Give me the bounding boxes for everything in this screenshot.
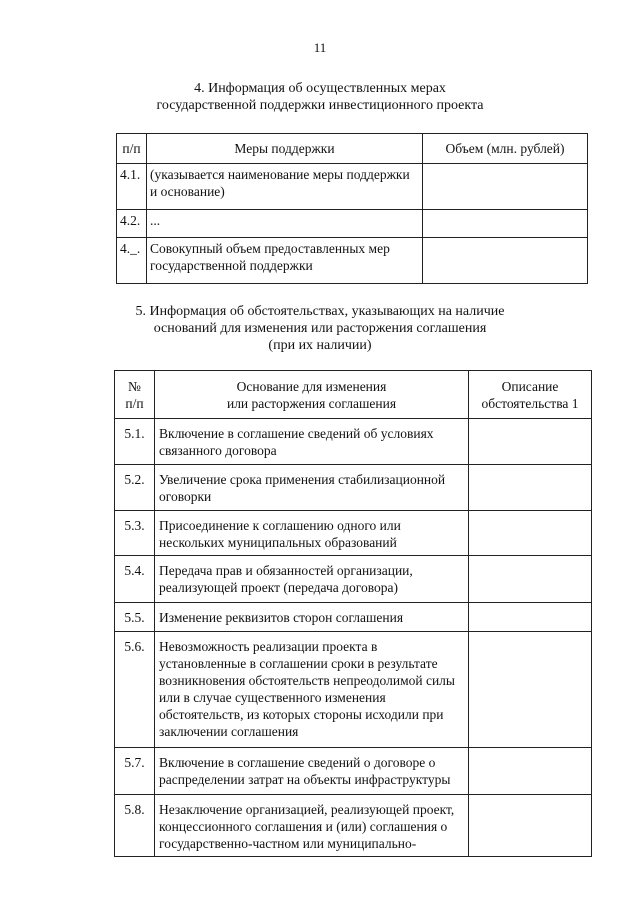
row-text: Невозможность реализации проекта в установленные в соглашении сроки в результате возникновения обстоятельств непреодолимой силы или в случае существенного изменения обстоятельств, из которых стороны исходили при заключении соглашения [155,632,469,748]
table-row [115,556,592,603]
header-description [469,371,592,419]
row-value [469,748,592,795]
row-text: Присоединение к соглашению одного или нескольких муниципальных образований [155,511,469,556]
table-row [115,632,592,748]
table-row [115,748,592,795]
section5-title-line1: 5. Информация об обстоятельствах, указывающих на наличие [135,304,505,319]
row-value [469,419,592,465]
row-num: 5.8. [115,795,155,857]
row-value [469,795,592,857]
table-row [115,419,592,465]
header-desc-line2: обстоятельства 1 [481,395,579,411]
row-value [423,210,588,238]
table-row [117,238,588,284]
row-text: Включение в соглашение сведений об условиях связанного договора [155,419,469,465]
row-num: 5.7. [115,748,155,795]
row-num: 4.1. [117,164,147,210]
section4-title-line1: 4. Информация об осуществленных мерах [194,81,446,96]
row-num: 4.2. [117,210,147,238]
page-number: 11 [313,40,327,55]
row-num: 5.3. [115,511,155,556]
header-num: п/п [117,134,147,164]
support-measures-table [116,133,588,284]
table-row [117,210,588,238]
header-basis-line1: Основание для изменения [236,378,387,394]
row-num: 5.6. [115,632,155,748]
row-text: Передача прав и обязанностей организации, реализующей проект (передача договора) [155,556,469,603]
row-num: 4._. [117,238,147,284]
table-header-row [115,371,592,419]
row-value [469,556,592,603]
row-value [469,632,592,748]
row-text: Изменение реквизитов сторон соглашения [155,603,469,632]
row-value [423,238,588,284]
section5-title-line2: оснований для изменения или расторжения соглашения [153,321,487,336]
row-num: 5.1. [115,419,155,465]
row-text: Незаключение организацией, реализующей проект, концессионного соглашения и (или) соглашения о государственно-частном или муниципально- [155,795,469,857]
header-basis-line2: или расторжения соглашения [226,395,397,411]
table-row [115,795,592,857]
header-num-line2: п/п [125,395,144,411]
section5-title [0,303,640,354]
row-text: ... [147,210,423,238]
table-row [115,465,592,511]
header-num [115,371,155,419]
row-text: (указывается наименование меры поддержки и основание) [147,164,423,210]
section5-title-line3: (при их наличии) [268,338,372,353]
row-value [469,603,592,632]
row-text: Включение в соглашение сведений о договоре о распределении затрат на объекты инфраструктуры [155,748,469,795]
section4-title-line2: государственной поддержки инвестиционного проекта [156,98,484,113]
header-basis [155,371,469,419]
header-volume: Объем (млн. рублей) [423,134,588,164]
header-desc-line1: Описание [501,378,559,394]
row-num: 5.4. [115,556,155,603]
row-text: Совокупный объем предоставленных мер государственной поддержки [147,238,423,284]
table-row [115,511,592,556]
section4-title [0,80,640,114]
row-num: 5.2. [115,465,155,511]
header-measures: Меры поддержки [147,134,423,164]
table-row [117,164,588,210]
row-value [469,465,592,511]
grounds-table [114,370,592,857]
header-num-line1: № [128,378,141,394]
row-text: Увеличение срока применения стабилизационной оговорки [155,465,469,511]
row-num: 5.5. [115,603,155,632]
row-value [423,164,588,210]
row-value [469,511,592,556]
table-row [115,603,592,632]
table-header-row [117,134,588,164]
